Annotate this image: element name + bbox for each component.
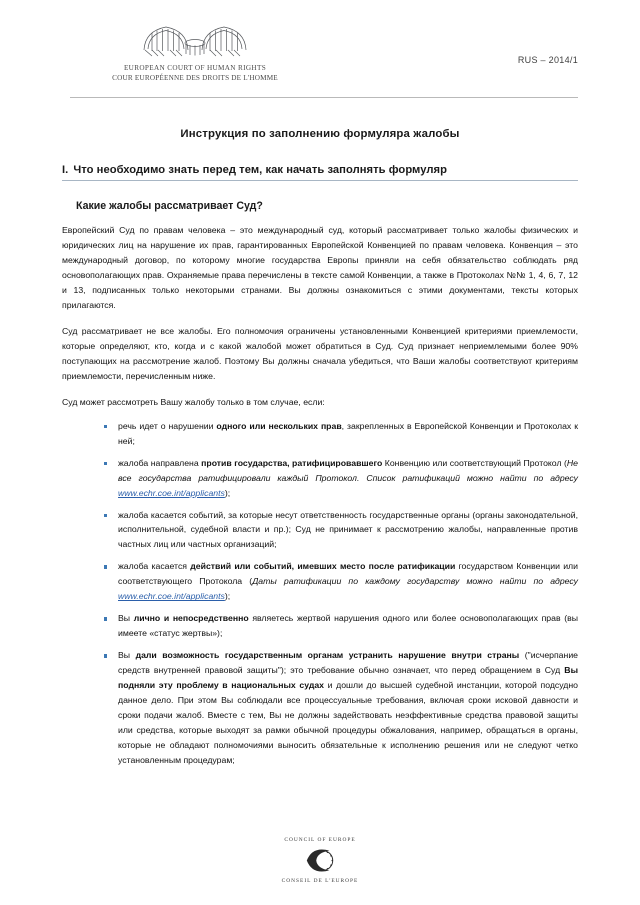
text-run: речь идет о нарушении — [118, 420, 217, 431]
subsection-heading: Какие жалобы рассматривает Суд? — [76, 200, 263, 212]
emphasis-bold: действий или событий, имевших место после ратификации — [190, 561, 456, 572]
admissibility-criteria-list — [62, 419, 578, 768]
text-run: жалоба направлена — [118, 457, 202, 468]
text-run: ); — [224, 591, 231, 602]
emphasis-bold: против государства, ратифицировавшего — [201, 457, 383, 468]
emphasis-bold: дали возможность государственным органам устранить нарушение внутри страны — [135, 650, 520, 661]
text-run: ); — [224, 487, 231, 498]
emphasis-italic: Не все государства ратифицировали каждый Протокол. Список ратификаций можно найти по адресу — [118, 457, 578, 483]
text-run: являетесь жертвой нарушения одного или более основополагающих прав (вы имеете «статус жертвы»); — [118, 613, 578, 639]
bullet-victim-status — [104, 611, 578, 641]
coe-caption-en: COUNCIL OF EUROPE — [284, 837, 356, 843]
text-run: жалоба касается — [118, 561, 191, 572]
court-identity — [70, 20, 320, 84]
applicants-url-link[interactable]: www.echr.coe.int/applicants — [118, 487, 225, 498]
emphasis-italic: Даты ратификации по каждому государству можно найти по адресу — [252, 576, 578, 587]
council-of-europe-logo-icon — [296, 844, 344, 877]
document-reference: RUS – 2014/1 — [517, 55, 578, 65]
paragraph-scope-of-court: Европейский Суд по правам человека – это международный суд, который рассматривает только жалобы физических и юридических лиц на нарушение их прав, гарантированных Европейской Конвенцией по правам человека. Конвенция – это международный договор, по которому многие государства Европы приняли на себя обязательство соблюдать ряд основополагающих прав. Охраняемые права перечислены в тексте самой Конвенции, а также в Протоколах №№ 1, 4, 6, 7, 12 и 13, подписанных только некоторыми странами. Вы должны ознакомиться с этими документами, тексты которых прилагаются. — [62, 225, 578, 310]
text-run: и дошли до высшей судебной инстанции, которой подсудно данное дело. При этом Вы соблюдали все процессуальные требования, включая сроки исковой давности и сроки подачи жалоб. Вместе с тем, Вы не должны задействовать неэффективные средства правовой защиты или средства, которые выходят за рамки обычной процедуры обжалования, например, обращаться в органы, которые не обладают полномочиями выносить обязательные к исполнению решения или не следуют четко установленным процедурам; — [118, 680, 578, 766]
council-of-europe-logo — [277, 837, 363, 884]
text-run: , закрепленных в Европейской Конвенции и Протоколах к ней; — [118, 420, 578, 446]
text-run: Конвенцию или соответствующий Протокол ( — [382, 457, 567, 468]
bullet-exhaustion-remedies — [104, 648, 578, 768]
bullet-state-authorities — [104, 508, 578, 553]
document-header — [62, 0, 578, 100]
bullet-after-ratification — [104, 559, 578, 604]
court-name-fr: COUR EUROPÉENNE DES DROITS DE L'HOMME — [112, 74, 278, 83]
section-title: Что необходимо знать перед тем, как начать заполнять формуляр — [73, 164, 447, 176]
document-footer — [0, 837, 640, 887]
emphasis-bold: Вы подняли эту проблему в национальных судах — [118, 665, 578, 691]
text-run: Вы — [118, 613, 134, 624]
paragraph-criteria-intro: Суд может рассмотреть Вашу жалобу только в том случае, если: — [62, 396, 325, 407]
bullet-against-ratifying-state — [104, 456, 578, 501]
section-heading — [62, 164, 578, 181]
paragraph-admissibility: Суд рассматривает не все жалобы. Его полномочия ограничены установленными Конвенцией критериями приемлемости, которые определяют, кто, когда и с какой жалобой может обратиться в Суд. Суд признает неприемлемыми более 90% поступающих на рассмотрение жалоб. Поэтому Вы должны сначала убедиться, что Ваши жалобы соответствуют критериям приемлемости, перечисленным ниже. — [62, 325, 578, 381]
page-title: Инструкция по заполнению формуляра жалобы — [180, 128, 460, 140]
text-run: жалоба касается событий, за которые несут ответственность государственные органы (органы законодательной, исполнительной, судебной власти и пр.); Суд не принимает к рассмотрению жалобы, направленные против частных лиц или частных организаций; — [118, 509, 578, 550]
court-name-en: EUROPEAN COURT OF HUMAN RIGHTS — [123, 64, 267, 72]
bullet-rights-violation — [104, 419, 578, 449]
echr-crest-icon — [135, 20, 255, 60]
applicants-url-link[interactable]: www.echr.coe.int/applicants — [118, 591, 225, 602]
text-run: Вы — [118, 650, 136, 661]
text-run: ("исчерпание средств внутренней правовой защиты"); это требование обычно означает, что перед обращением в Суд — [118, 650, 579, 676]
coe-caption-fr: CONSEIL DE L'EUROPE — [281, 878, 359, 884]
section-numeral: I. — [62, 164, 69, 176]
text-run: государством Конвенции или соответствующего Протокола ( — [118, 561, 578, 587]
emphasis-bold: одного или нескольких прав — [216, 420, 342, 431]
header-divider — [70, 97, 578, 98]
emphasis-bold: лично и непосредственно — [133, 613, 249, 624]
